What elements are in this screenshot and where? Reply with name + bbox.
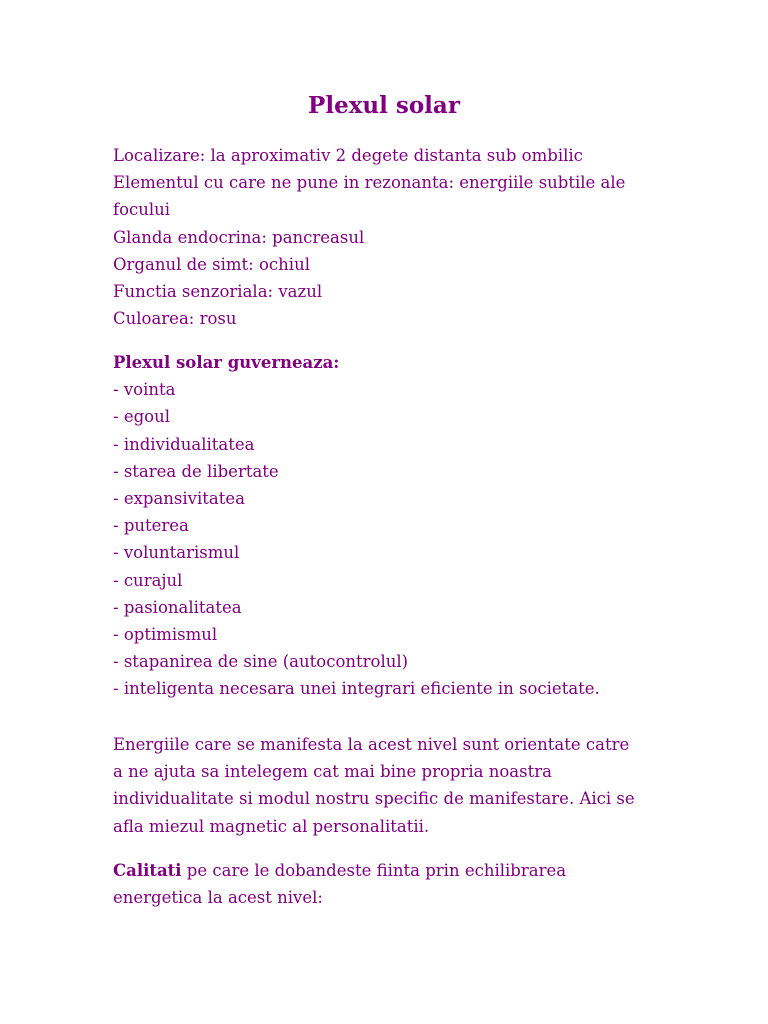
governs-list-item: - stapanirea de sine (autocontrolul) [113, 652, 409, 672]
governs-section [113, 349, 673, 703]
governs-list-item: - optimismul [113, 625, 218, 645]
info-line-sense-function: Functia senzoriala: vazul [113, 282, 323, 302]
governs-list-item: - curajul [113, 570, 183, 590]
info-line-element-cont: focului [113, 200, 171, 220]
governs-list-item: - inteligenta necesara unei integrari eficiente in societate. [113, 679, 600, 699]
page-title: Plexul solar [308, 92, 460, 119]
governs-list-item: - pasionalitatea [113, 597, 242, 617]
governs-list-item: - starea de libertate [113, 461, 279, 481]
info-line-gland: Glanda endocrina: pancreasul [113, 227, 365, 247]
qualities-paragraph [113, 857, 673, 911]
info-line-location: Localizare: la aproximativ 2 degete distanta sub ombilic [113, 146, 583, 165]
paragraph-line: individualitate si modul nostru specific de manifestare. Aici se [113, 789, 635, 809]
paragraph-line: a ne ajuta sa intelegem cat mai bine propria noastra [113, 762, 552, 782]
info-line-element: Elementul cu care ne pune in rezonanta: energiile subtile ale [113, 173, 626, 193]
governs-heading: Plexul solar guverneaza: [113, 353, 340, 372]
governs-list-item: - vointa [113, 380, 176, 400]
governs-list-item: - voluntarismul [113, 543, 240, 563]
info-section [113, 142, 673, 332]
governs-list-item: - individualitatea [113, 434, 255, 454]
paragraph-line: Energiile care se manifesta la acest nivel sunt orientate catre [113, 735, 630, 754]
governs-list-item: - puterea [113, 516, 189, 536]
governs-list-item: - expansivitatea [113, 489, 245, 509]
paragraph-line: afla miezul magnetic al personalitatii. [113, 816, 430, 836]
governs-list-item: - egoul [113, 407, 170, 427]
qualities-bold-word: Calitati [113, 861, 182, 880]
info-line-sense-organ: Organul de simt: ochiul [113, 254, 310, 274]
info-line-color: Culoarea: rosu [113, 309, 237, 329]
energy-paragraph [113, 731, 673, 840]
qualities-rest-text: pe care le dobandeste fiinta prin echilibrarea [181, 861, 567, 880]
qualities-line-2: energetica la acest nivel: [113, 888, 323, 908]
qualities-line-1 [113, 857, 673, 884]
